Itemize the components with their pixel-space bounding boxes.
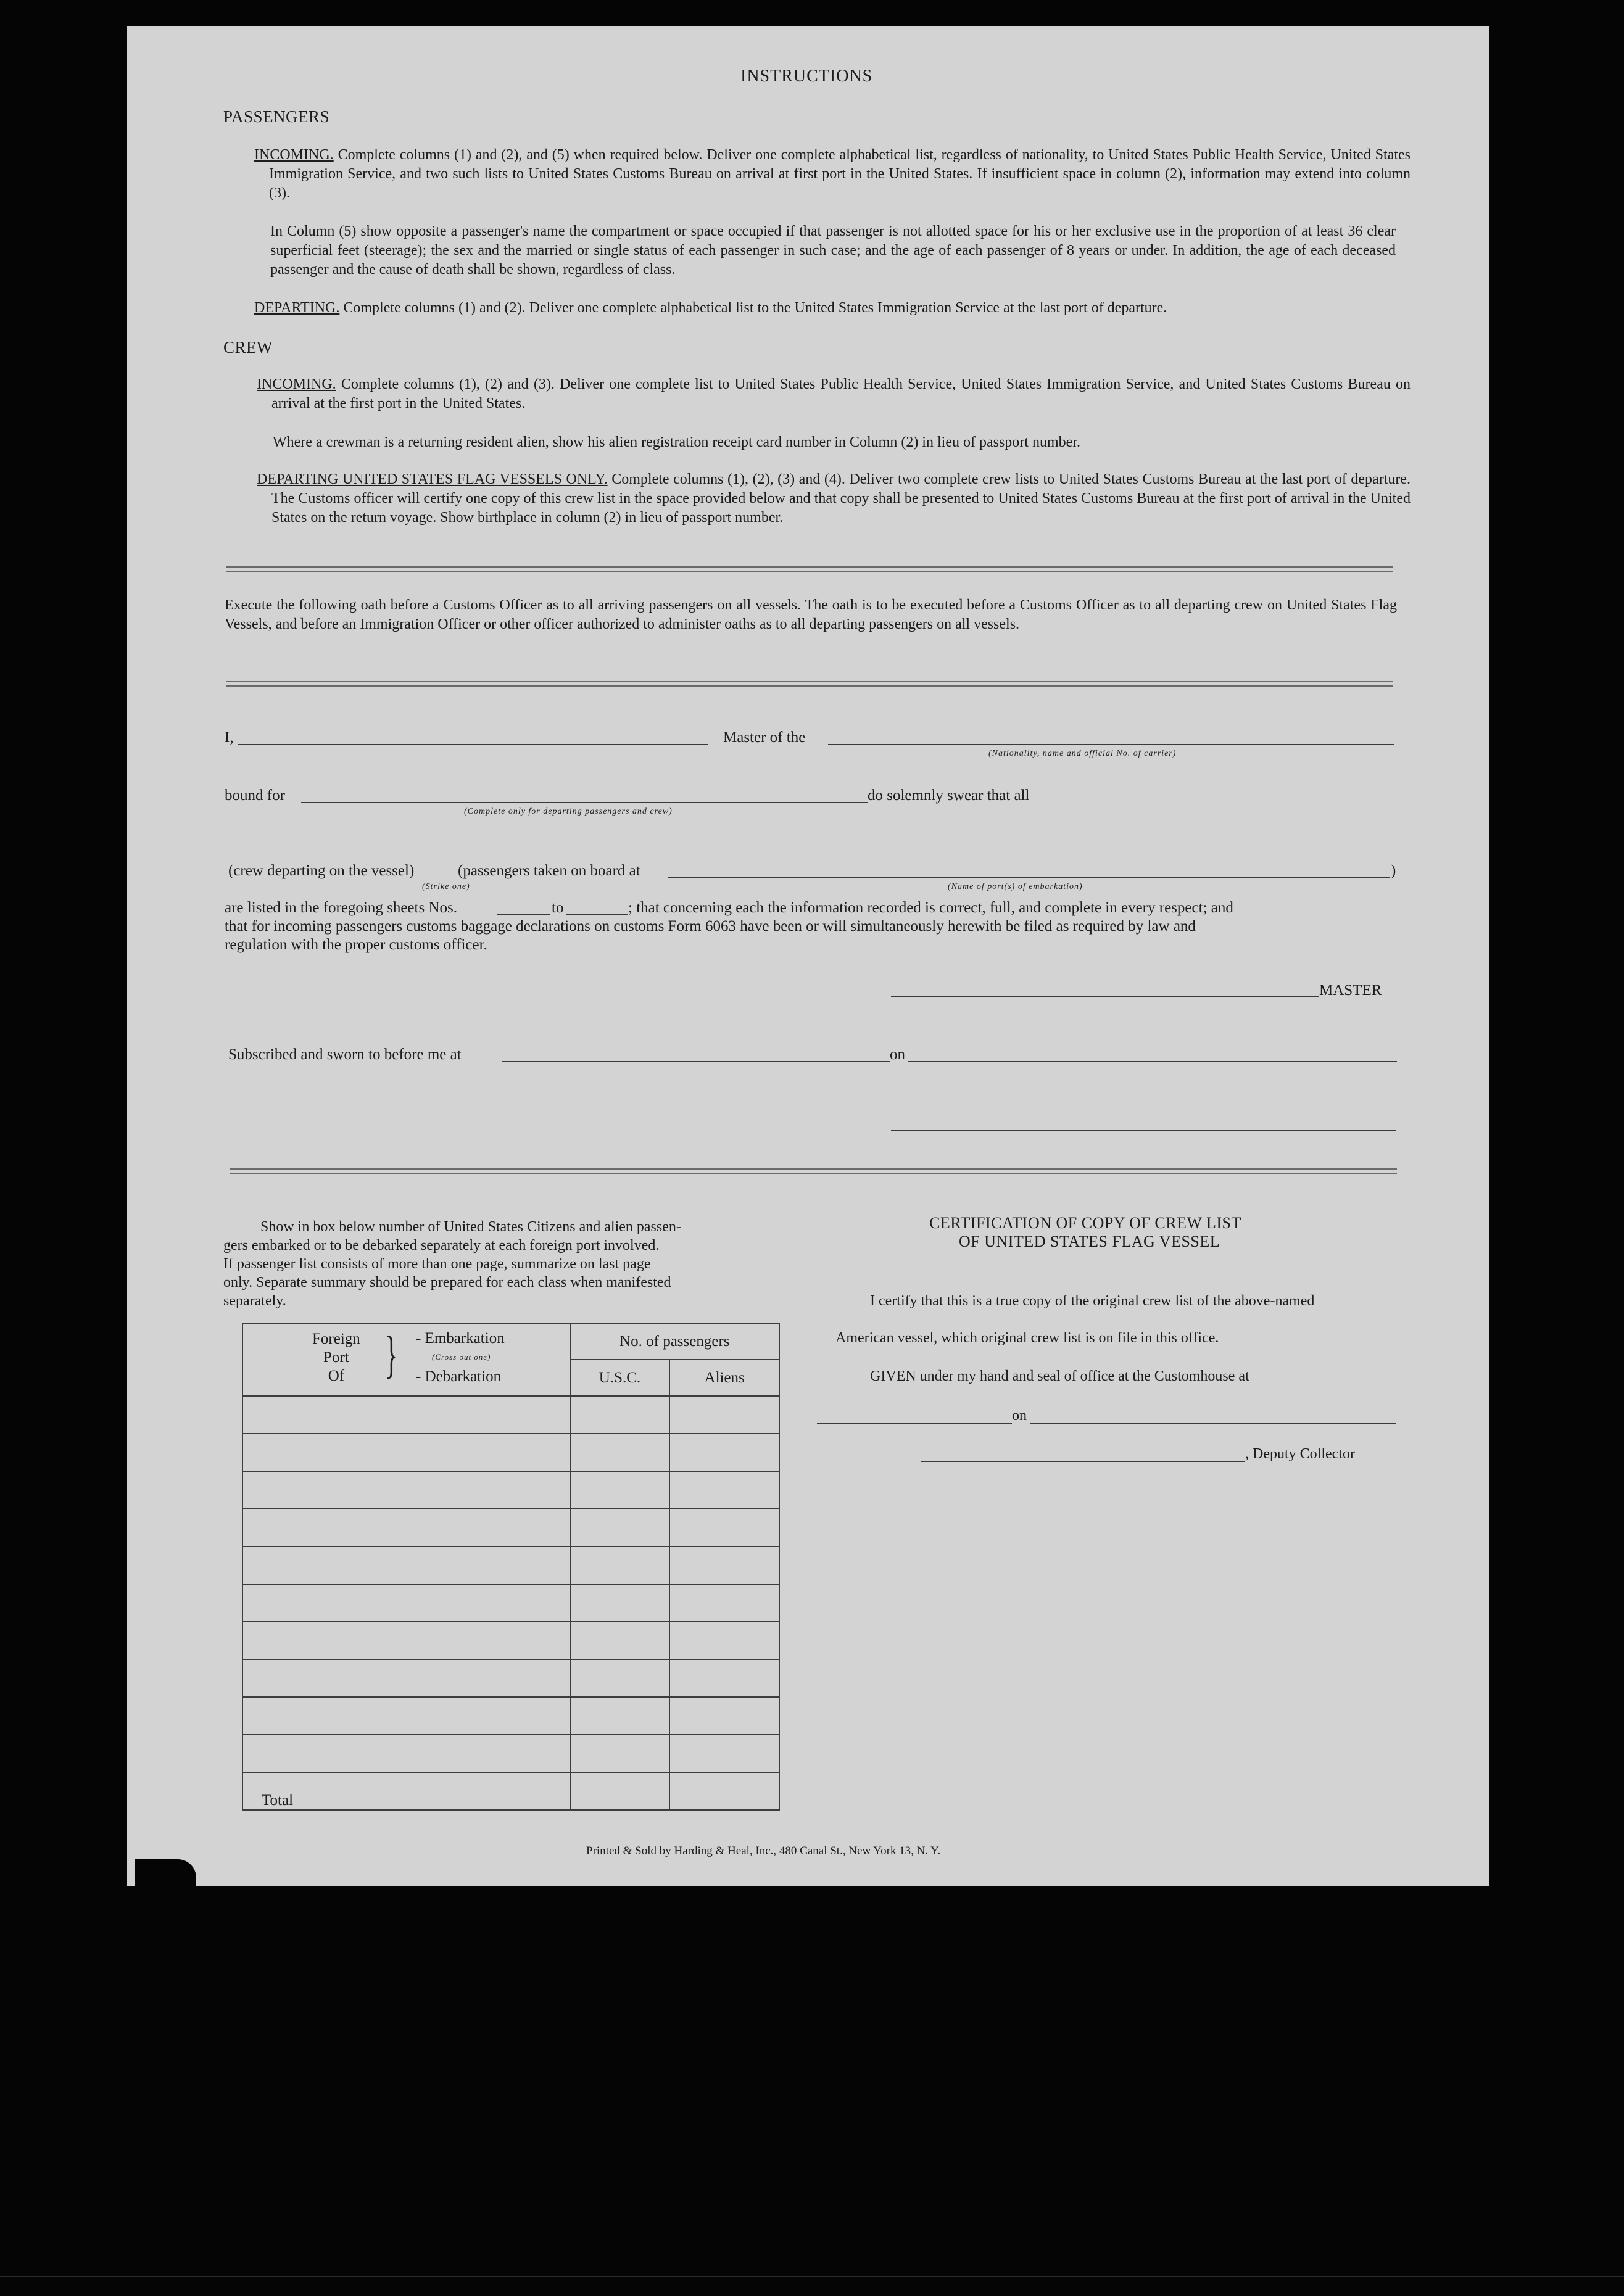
summary-line-5: separately. <box>223 1293 286 1309</box>
table-row <box>242 1622 779 1659</box>
bound-for-caption: (Complete only for departing passengers and crew) <box>464 807 673 816</box>
oath-instruction: Execute the following oath before a Customs Officer as to all arriving passengers on all vessels. The oath is to be executed before a Customs Officer as to all departing crew on United States Flag Vessels, and before an Immigration Officer or other officer authorized to administer oaths as to all departing passengers on all vessels. <box>225 597 1397 632</box>
ports-caption: (Name of port(s) of embarkation) <box>948 882 1083 891</box>
of-label: Of <box>328 1368 345 1384</box>
total-aliens-cell[interactable] <box>669 1772 779 1810</box>
passengers-incoming-text: Complete columns (1) and (2), and (5) when required below. Deliver one complete alphabetical list, regardless of nationality, to United States Public Health Service, United States Immigration Service, and two such lists to United States Customs Bureau on arrival at first port in the United States. If insufficient space in column (2), information may extend into column (3). <box>269 147 1411 201</box>
summary-line-4: only. Separate summary should be prepared for each class when manifested <box>223 1274 671 1290</box>
usc-header: U.S.C. <box>570 1360 670 1396</box>
passengers-incoming-label: INCOMING. <box>254 147 334 163</box>
carrier-caption: (Nationality, name and official No. of carrier) <box>988 749 1177 758</box>
sworn-at-field[interactable] <box>502 1061 890 1062</box>
table-row <box>242 1659 779 1697</box>
divider-2 <box>226 681 1393 687</box>
embarkation-option[interactable]: - Embarkation <box>416 1330 505 1347</box>
summary-instruction <box>223 1218 766 1310</box>
brace-icon: } <box>385 1326 398 1384</box>
crew-resident-paragraph: Where a crewman is a returning resident alien, show his alien registration receipt card number in Column (2) in lieu of passport number. <box>273 434 1080 450</box>
printer-footer: Printed & Sold by Harding & Heal, Inc., 480 Canal St., New York 13, N. Y. <box>586 1844 941 1857</box>
table-row <box>242 1697 779 1735</box>
cross-out-caption: (Cross out one) <box>432 1352 491 1361</box>
sworn-on-field[interactable] <box>908 1061 1397 1062</box>
table-row <box>242 1546 779 1584</box>
summary-line-2: gers embarked or to be debarked separately at each foreign port involved. <box>223 1237 660 1253</box>
sheet-to-field[interactable] <box>566 914 628 915</box>
passengers-taken-option[interactable]: (passengers taken on board at <box>458 862 640 879</box>
column5-paragraph: In Column (5) show opposite a passenger's name the compartment or space occupied if that passenger is not allotted space for his or her exclusive use in the proportion of at least 36 clear superficial feet (steerage); the sex and the married or single status of each passenger in such case; and the age of each passenger of 8 years or under. In addition, the age of each deceased passenger and the cause of death shall be shown, regardless of class. <box>270 223 1396 278</box>
concerning-text: ; that concerning each the information recorded is correct, full, and complete in every respect; and <box>628 899 1233 916</box>
torn-corner <box>135 1859 196 1890</box>
passengers-departing-paragraph <box>254 299 1396 318</box>
debarkation-option[interactable]: - Debarkation <box>416 1368 502 1385</box>
total-row <box>242 1772 779 1810</box>
carrier-field[interactable] <box>828 744 1394 745</box>
total-label: Total <box>242 1772 570 1810</box>
officer-signature-field[interactable] <box>891 1130 1396 1131</box>
master-name-field[interactable] <box>238 744 708 745</box>
passengers-incoming-paragraph <box>254 146 1411 203</box>
port-label: Port <box>323 1349 349 1366</box>
master-of-label: Master of the <box>723 729 806 746</box>
certification-date-field[interactable] <box>1030 1423 1396 1424</box>
table-row <box>242 1735 779 1772</box>
crew-departing-paragraph <box>257 470 1411 527</box>
total-usc-cell[interactable] <box>570 1772 670 1810</box>
declaration-line-2: that for incoming passengers customs baggage declarations on customs Form 6063 have been or will simultaneously herewith be filed as required by law and <box>225 918 1196 935</box>
crew-incoming-paragraph <box>257 375 1411 413</box>
certification-title-2: OF UNITED STATES FLAG VESSEL <box>959 1233 1220 1250</box>
listed-text: are listed in the foregoing sheets Nos. <box>225 899 457 916</box>
embarkation-ports-field[interactable] <box>668 877 1390 878</box>
to-label: to <box>552 899 564 916</box>
declaration-line-3: regulation with the proper customs officer. <box>225 936 487 953</box>
aliens-header: Aliens <box>669 1360 779 1396</box>
crew-departing-label: DEPARTING UNITED STATES FLAG VESSELS ONLY. <box>257 471 608 487</box>
certification-title-1: CERTIFICATION OF COPY OF CREW LIST <box>929 1214 1241 1232</box>
sworn-on-label: on <box>890 1046 905 1063</box>
deputy-signature-field[interactable] <box>921 1461 1245 1462</box>
i-label: I, <box>225 729 234 746</box>
master-signature-field[interactable] <box>891 996 1319 997</box>
divider-1 <box>226 566 1393 572</box>
table-row <box>242 1396 779 1434</box>
crew-heading: CREW <box>223 338 273 357</box>
strike-one-caption: (Strike one) <box>422 882 470 891</box>
table-row <box>242 1471 779 1509</box>
table-row <box>242 1584 779 1622</box>
passenger-summary-table <box>242 1323 780 1811</box>
port-header-cell <box>242 1323 570 1396</box>
crew-incoming-text: Complete columns (1), (2) and (3). Deliver one complete list to United States Public Health Service, United States Immigration Service, and United States Customs Bureau on arrival at the first port in the United States. <box>271 376 1411 411</box>
close-paren: ) <box>1391 862 1396 879</box>
given-text: GIVEN under my hand and seal of office at the Customhouse at <box>870 1368 1249 1384</box>
passengers-heading: PASSENGERS <box>223 107 330 126</box>
crew-departing-text: Complete columns (1), (2), (3) and (4). Deliver two complete crew lists to United States Customs Bureau at the last port of departure. The Customs officer will certify one copy of this crew list in the space provided below and that copy shall be presented to United States Customs Bureau at the first port of arrival in the United States on the return voyage. Show birthplace in column (2) in lieu of passport number. <box>271 471 1411 526</box>
bound-for-field[interactable] <box>301 802 868 803</box>
master-label: MASTER <box>1319 982 1382 999</box>
passengers-departing-label: DEPARTING. <box>254 300 340 316</box>
customhouse-field[interactable] <box>817 1423 1012 1424</box>
summary-line-1: Show in box below number of United States Citizens and alien passen- <box>260 1219 681 1235</box>
bound-for-label: bound for <box>225 787 285 804</box>
instructions-title: INSTRUCTIONS <box>740 67 873 86</box>
deputy-collector-label: , Deputy Collector <box>1245 1446 1355 1462</box>
foreign-label: Foreign <box>312 1331 360 1347</box>
crew-departing-option[interactable]: (crew departing on the vessel) <box>228 862 415 879</box>
form-page <box>127 26 1489 1886</box>
table-row <box>242 1434 779 1471</box>
sheet-from-field[interactable] <box>497 914 550 915</box>
scan-edge-line <box>0 2276 1624 2277</box>
certification-text-2: American vessel, which original crew list is on file in this office. <box>835 1330 1219 1346</box>
certification-text-1: I certify that this is a true copy of the original crew list of the above-named <box>870 1293 1315 1309</box>
swear-text: do solemnly swear that all <box>868 787 1030 804</box>
no-of-passengers-header: No. of passengers <box>570 1323 779 1360</box>
summary-line-3: If passenger list consists of more than one page, summarize on last page <box>223 1256 651 1272</box>
table-row <box>242 1509 779 1546</box>
passengers-departing-text: Complete columns (1) and (2). Deliver one complete alphabetical list to the United States Immigration Service at the last port of departure. <box>343 300 1167 316</box>
divider-3 <box>230 1168 1397 1174</box>
certification-on-label: on <box>1012 1408 1027 1424</box>
subscribed-label: Subscribed and sworn to before me at <box>228 1046 462 1063</box>
crew-incoming-label: INCOMING. <box>257 376 336 392</box>
